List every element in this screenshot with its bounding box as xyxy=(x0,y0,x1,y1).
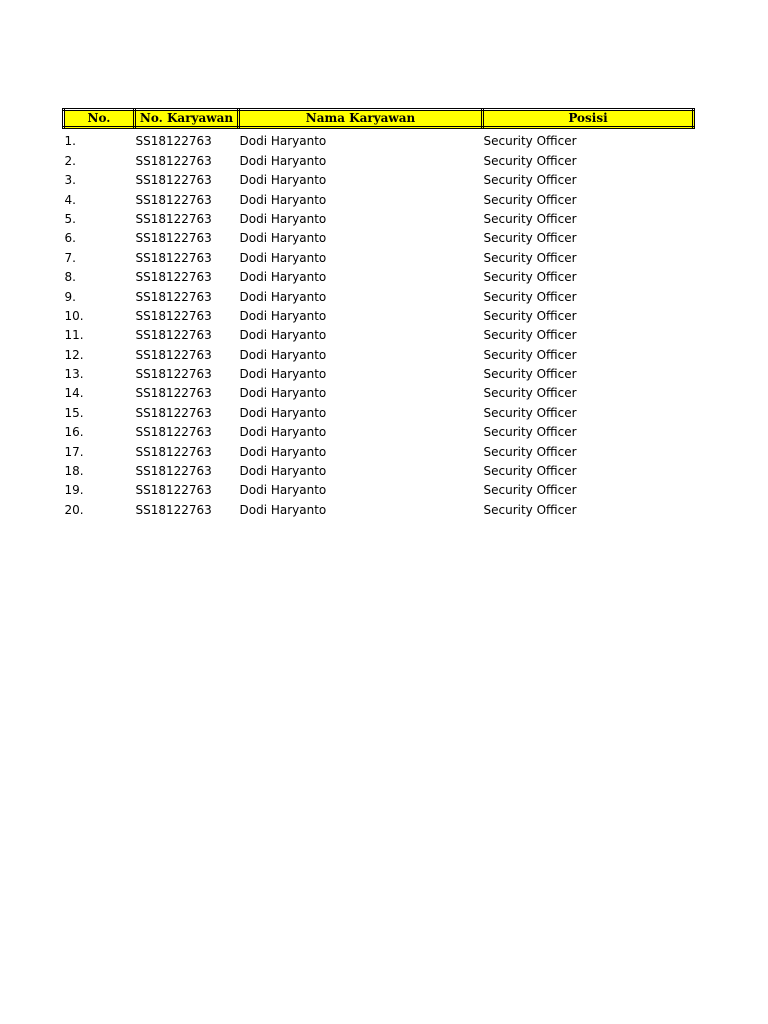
cell-employee-name: Dodi Haryanto xyxy=(239,153,327,168)
table-row xyxy=(64,187,694,206)
cell-position: Security Officer xyxy=(483,425,577,440)
table-row xyxy=(64,420,694,439)
cell-employee-name: Dodi Haryanto xyxy=(239,386,327,401)
cell-employee-number: SS18122763 xyxy=(135,231,212,246)
header-no: No. xyxy=(64,110,135,128)
cell-employee-name: Dodi Haryanto xyxy=(239,173,327,188)
cell-row-number: 10. xyxy=(64,308,84,323)
cell-row-number: 20. xyxy=(64,502,84,517)
cell-position: Security Officer xyxy=(483,153,577,168)
table-row xyxy=(64,128,694,149)
table-row xyxy=(64,168,694,187)
cell-employee-name: Dodi Haryanto xyxy=(239,289,327,304)
table-row xyxy=(64,478,694,497)
cell-employee-number: SS18122763 xyxy=(135,173,212,188)
cell-position: Security Officer xyxy=(483,134,577,149)
cell-employee-name: Dodi Haryanto xyxy=(239,231,327,246)
cell-position: Security Officer xyxy=(483,308,577,323)
table-row xyxy=(64,226,694,245)
cell-row-number: 16. xyxy=(64,425,84,440)
cell-position: Security Officer xyxy=(483,211,577,226)
cell-employee-name: Dodi Haryanto xyxy=(239,308,327,323)
cell-employee-name: Dodi Haryanto xyxy=(239,405,327,420)
employee-table xyxy=(62,108,695,517)
cell-row-number: 3. xyxy=(64,173,76,188)
table-row xyxy=(64,342,694,361)
cell-position: Security Officer xyxy=(483,173,577,188)
header-employee-name: Nama Karyawan xyxy=(239,110,483,128)
cell-row-number: 6. xyxy=(64,231,76,246)
cell-row-number: 14. xyxy=(64,386,84,401)
cell-row-number: 1. xyxy=(64,134,76,149)
cell-row-number: 13. xyxy=(64,367,84,382)
cell-employee-number: SS18122763 xyxy=(135,289,212,304)
cell-position: Security Officer xyxy=(483,192,577,207)
table-row xyxy=(64,497,694,516)
cell-row-number: 18. xyxy=(64,464,84,479)
table-row xyxy=(64,148,694,167)
table-row xyxy=(64,207,694,226)
cell-employee-name: Dodi Haryanto xyxy=(239,134,327,149)
cell-employee-name: Dodi Haryanto xyxy=(239,464,327,479)
cell-employee-name: Dodi Haryanto xyxy=(239,328,327,343)
cell-position: Security Officer xyxy=(483,367,577,382)
cell-row-number: 15. xyxy=(64,405,84,420)
cell-position: Security Officer xyxy=(483,289,577,304)
cell-employee-number: SS18122763 xyxy=(135,308,212,323)
header-row xyxy=(64,110,694,128)
table-body xyxy=(64,128,694,517)
header-employee-number: No. Karyawan xyxy=(135,110,239,128)
cell-employee-number: SS18122763 xyxy=(135,386,212,401)
cell-employee-number: SS18122763 xyxy=(135,444,212,459)
cell-position: Security Officer xyxy=(483,231,577,246)
cell-position: Security Officer xyxy=(483,502,577,517)
cell-position: Security Officer xyxy=(483,483,577,498)
cell-row-number: 11. xyxy=(64,328,84,343)
cell-position: Security Officer xyxy=(483,405,577,420)
table-row xyxy=(64,284,694,303)
cell-employee-number: SS18122763 xyxy=(135,502,212,517)
cell-employee-name: Dodi Haryanto xyxy=(239,425,327,440)
cell-position: Security Officer xyxy=(483,444,577,459)
cell-row-number: 9. xyxy=(64,289,76,304)
cell-employee-number: SS18122763 xyxy=(135,425,212,440)
cell-employee-name: Dodi Haryanto xyxy=(239,347,327,362)
table-row xyxy=(64,362,694,381)
employee-sheet xyxy=(62,108,692,517)
cell-row-number: 7. xyxy=(64,250,76,265)
cell-employee-number: SS18122763 xyxy=(135,483,212,498)
table-row xyxy=(64,245,694,264)
cell-position: Security Officer xyxy=(483,328,577,343)
table-row xyxy=(64,459,694,478)
cell-employee-name: Dodi Haryanto xyxy=(239,367,327,382)
cell-position: Security Officer xyxy=(483,347,577,362)
cell-row-number: 5. xyxy=(64,211,76,226)
table-row xyxy=(64,323,694,342)
cell-row-number: 8. xyxy=(64,270,76,285)
cell-employee-name: Dodi Haryanto xyxy=(239,483,327,498)
cell-row-number: 17. xyxy=(64,444,84,459)
cell-employee-name: Dodi Haryanto xyxy=(239,211,327,226)
cell-row-number: 19. xyxy=(64,483,84,498)
table-row xyxy=(64,265,694,284)
cell-employee-name: Dodi Haryanto xyxy=(239,250,327,265)
cell-employee-number: SS18122763 xyxy=(135,250,212,265)
header-position: Posisi xyxy=(483,110,694,128)
cell-row-number: 4. xyxy=(64,192,76,207)
cell-employee-number: SS18122763 xyxy=(135,347,212,362)
cell-employee-name: Dodi Haryanto xyxy=(239,502,327,517)
cell-employee-number: SS18122763 xyxy=(135,134,212,149)
table-row xyxy=(64,381,694,400)
cell-row-number: 2. xyxy=(64,153,76,168)
cell-employee-number: SS18122763 xyxy=(135,405,212,420)
cell-employee-number: SS18122763 xyxy=(135,270,212,285)
cell-row-number: 12. xyxy=(64,347,84,362)
cell-employee-name: Dodi Haryanto xyxy=(239,444,327,459)
table-row xyxy=(64,439,694,458)
table-row xyxy=(64,400,694,419)
cell-position: Security Officer xyxy=(483,386,577,401)
cell-employee-number: SS18122763 xyxy=(135,464,212,479)
cell-employee-number: SS18122763 xyxy=(135,211,212,226)
cell-employee-number: SS18122763 xyxy=(135,328,212,343)
table-row xyxy=(64,304,694,323)
cell-employee-number: SS18122763 xyxy=(135,192,212,207)
cell-employee-number: SS18122763 xyxy=(135,153,212,168)
cell-employee-name: Dodi Haryanto xyxy=(239,270,327,285)
cell-position: Security Officer xyxy=(483,270,577,285)
cell-position: Security Officer xyxy=(483,464,577,479)
cell-employee-name: Dodi Haryanto xyxy=(239,192,327,207)
cell-position: Security Officer xyxy=(483,250,577,265)
cell-employee-number: SS18122763 xyxy=(135,367,212,382)
